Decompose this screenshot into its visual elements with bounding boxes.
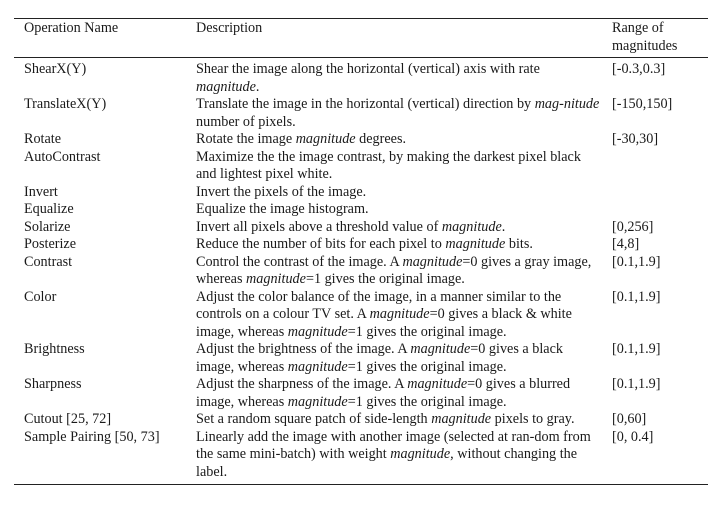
description-text: Linearly add the image with another image (selected at ran-dom from the same mini-batch) with weight <box>196 428 591 462</box>
operation-name: AutoContrast <box>24 148 101 165</box>
description-text: pixels to gray. <box>491 411 575 427</box>
magnitude-range: [0.1,1.9] <box>612 376 661 392</box>
operation-name: TranslateX(Y) <box>24 96 107 112</box>
description-text: Reduce the number of bits for each pixel to <box>196 236 446 252</box>
table-body <box>14 58 708 485</box>
operation-description <box>184 376 612 411</box>
description-text: =0 gives a blurred image, whereas <box>196 376 571 410</box>
operation-name: Equalize <box>24 201 74 217</box>
magnitude-range <box>612 184 708 202</box>
description-text: =1 gives the original image. <box>347 323 507 340</box>
operation-name: Rotate <box>24 131 62 147</box>
header-range <box>612 19 708 58</box>
operation-name: ShearX(Y) <box>24 61 87 77</box>
table-row <box>14 376 708 411</box>
description-emphasis: magnitude <box>402 253 463 270</box>
magnitude-range: [-30,30] <box>612 131 659 147</box>
table-row <box>14 131 708 149</box>
description-emphasis: magnitude <box>407 376 468 392</box>
description-text: . <box>501 218 506 235</box>
description-emphasis: magnitude <box>410 341 471 357</box>
description-emphasis: magnitude <box>246 271 306 287</box>
description-text: Invert the pixels of the image. <box>196 183 367 200</box>
operation-description <box>184 96 612 131</box>
operation-description <box>184 236 612 254</box>
description-text: degrees. <box>355 131 407 147</box>
operation-description <box>184 184 612 202</box>
operation-name: Cutout [25, 72] <box>24 411 112 427</box>
description-text: . <box>255 78 260 95</box>
magnitude-range: [0, 0.4] <box>612 428 654 445</box>
description-emphasis: magnitude <box>431 411 492 427</box>
operation-description <box>184 131 612 149</box>
description-emphasis: magnitude <box>441 218 502 235</box>
description-emphasis: magnitude <box>287 393 348 410</box>
operation-name: Brightness <box>24 341 85 357</box>
table-row <box>14 254 708 289</box>
description-text: =0 gives a black & white image, whereas <box>196 306 572 340</box>
description-text: Equalize the image histogram. <box>196 201 369 217</box>
operation-name: Color <box>24 288 57 305</box>
operation-name: Posterize <box>24 236 77 252</box>
table-row <box>14 289 708 342</box>
magnitude-range: [0.1,1.9] <box>612 253 661 270</box>
description-text: =0 gives a black image, whereas <box>196 341 563 375</box>
description-text: Invert all pixels above a threshold value of <box>196 218 442 235</box>
description-text: Adjust the color balance of the image, in a manner similar to the controls on a colour TV set. A <box>196 288 562 322</box>
header-row <box>14 19 708 58</box>
operations-table <box>14 18 708 485</box>
header-operation-name: Operation Name <box>24 20 119 36</box>
operation-name: Sharpness <box>24 376 82 392</box>
header-range-line2: magnitudes <box>612 37 678 54</box>
table-row <box>14 341 708 376</box>
description-text: Adjust the brightness of the image. A <box>196 341 411 357</box>
description-text: =1 gives the original image. <box>347 358 507 375</box>
operation-description <box>184 411 612 429</box>
operation-description <box>184 219 612 237</box>
table-row <box>14 96 708 131</box>
description-emphasis: magnitude <box>445 236 506 252</box>
magnitude-range <box>612 149 708 184</box>
description-emphasis: magnitude <box>287 358 348 375</box>
description-text: =0 gives a gray image, whereas <box>196 253 592 287</box>
magnitude-range: [-0.3,0.3] <box>612 61 666 77</box>
description-text: Translate the image in the horizontal (vertical) direction by <box>196 96 535 112</box>
table-row <box>14 149 708 184</box>
operation-description <box>184 58 612 97</box>
table-row <box>14 219 708 237</box>
description-text: bits. <box>505 236 533 252</box>
operation-description <box>184 429 612 485</box>
description-text: number of pixels. <box>196 113 296 130</box>
description-text: Control the contrast of the image. A <box>196 253 403 270</box>
magnitude-range: [0,60] <box>612 411 647 427</box>
header-description: Description <box>196 20 263 36</box>
magnitude-range <box>612 201 708 219</box>
operation-description <box>184 289 612 342</box>
magnitude-range: [0,256] <box>612 218 654 235</box>
table-header <box>14 19 708 58</box>
table-row <box>14 236 708 254</box>
magnitude-range: [0.1,1.9] <box>612 288 661 305</box>
magnitude-range: [-150,150] <box>612 96 673 112</box>
operation-description <box>184 149 612 184</box>
table-row <box>14 58 708 97</box>
operation-name: Solarize <box>24 218 71 235</box>
description-emphasis: mag-nitude <box>534 96 600 112</box>
description-text: =1 gives the original image. <box>347 393 507 410</box>
description-text: Shear the image along the horizontal (vertical) axis with rate <box>196 61 540 77</box>
description-text: Rotate the image <box>196 131 296 147</box>
table-row <box>14 184 708 202</box>
header-range-line1: Range of <box>612 20 664 36</box>
operation-description <box>184 341 612 376</box>
operation-name: Sample Pairing [50, 73] <box>24 428 160 445</box>
table-row <box>14 411 708 429</box>
description-emphasis: magnitude <box>196 78 256 95</box>
description-text: Set a random square patch of side-length <box>196 411 432 427</box>
magnitude-range: [4,8] <box>612 236 640 252</box>
description-text: Adjust the sharpness of the image. A <box>196 376 408 392</box>
operation-description <box>184 254 612 289</box>
magnitude-range: [0.1,1.9] <box>612 341 661 357</box>
description-emphasis: magnitude <box>287 323 348 340</box>
description-emphasis: magnitude <box>295 131 356 147</box>
description-emphasis: magnitude <box>390 446 451 462</box>
operation-description <box>184 201 612 219</box>
table-row <box>14 201 708 219</box>
description-text: , without changing the label. <box>196 446 578 480</box>
operation-name: Contrast <box>24 253 73 270</box>
table-row <box>14 429 708 485</box>
description-text: Maximize the the image contrast, by making the darkest pixel black and lightest pixel white. <box>196 148 581 182</box>
description-text: =1 gives the original image. <box>305 271 465 287</box>
description-emphasis: magnitude <box>369 306 430 322</box>
operation-name: Invert <box>24 183 58 200</box>
